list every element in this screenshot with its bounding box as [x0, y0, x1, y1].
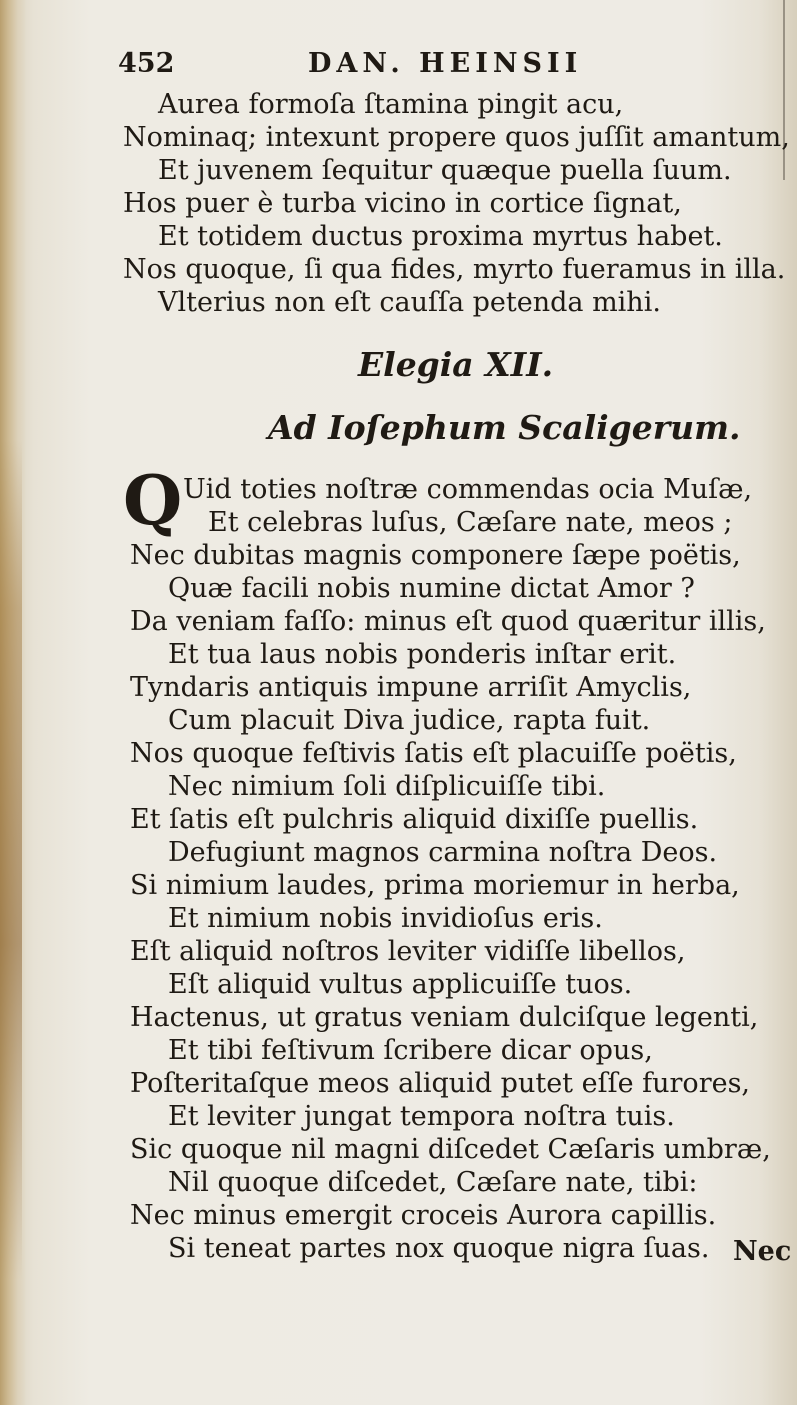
verse-line: Nec nimium ſoli diſplicuiſſe tibi. [168, 771, 606, 802]
page-stain [0, 440, 22, 1280]
catchword: Nec [733, 1236, 792, 1267]
verse-line: Nec minus emergit croceis Aurora capillis. [130, 1200, 717, 1231]
verse-line: Et tibi feſtivum ſcribere dicar opus, [168, 1035, 653, 1066]
elegy-title: Elegia XII. [358, 345, 554, 384]
verse-line: Eſt aliquid vultus applicuiſſe tuos. [168, 969, 633, 1000]
verse-line: Si teneat partes nox quoque nigra ſuas. [168, 1233, 710, 1264]
page-number: 452 [118, 48, 175, 79]
verse-line: Et tua laus nobis ponderis inſtar erit. [168, 639, 677, 670]
verse-line: Da veniam faſſo: minus eſt quod quæritur illis, [130, 606, 766, 637]
verse-line: Et ſatis eſt pulchris aliquid dixiſſe puellis. [130, 804, 699, 835]
verse-line: Sic quoque nil magni diſcedet Cæſaris umbræ, [130, 1134, 771, 1165]
verse-line: Hos puer è turba vicino in cortice ſignat, [123, 188, 682, 219]
verse-line: Et juvenem ſequitur quæque puella ſuum. [158, 155, 732, 186]
dedication-title: Ad Ioſephum Scaligerum. [268, 408, 741, 447]
verse-line: Nos quoque, ſi qua fides, myrto fueramus in illa. [123, 254, 786, 285]
verse-line: Hactenus, ut gratus veniam dulciſque legenti, [130, 1002, 759, 1033]
verse-line: Quæ facili nobis numine dictat Amor ? [168, 573, 695, 604]
drop-cap: Q [123, 461, 183, 541]
page-header [118, 48, 678, 88]
verse-line: Vlterius non eſt cauſſa petenda mihi. [158, 287, 661, 318]
verse-line: Et celebras luſus, Cæſare nate, meos ; [208, 507, 733, 538]
verse-line: Nominaq; intexunt propere quos juſſit amantum, [123, 122, 790, 153]
verse-line: Aurea formoſa ſtamina pingit acu, [158, 89, 624, 120]
verse-line: Defugiunt magnos carmina noſtra Deos. [168, 837, 718, 868]
verse-line: Et totidem ductus proxima myrtus habet. [158, 221, 723, 252]
verse-line: Et nimium nobis invidioſus eris. [168, 903, 603, 934]
verse-line: Uid toties noſtræ commendas ocia Muſæ, [183, 474, 753, 505]
verse-line: Poſteritaſque meos aliquid putet eſſe furores, [130, 1068, 751, 1099]
verse-line: Si nimium laudes, prima moriemur in herba, [130, 870, 740, 901]
verse-line: Tyndaris antiquis impune arriſit Amyclis, [130, 672, 692, 703]
verse-line: Nec dubitas magnis componere ſæpe poëtis, [130, 540, 741, 571]
verse-line: Et leviter jungat tempora noſtra tuis. [168, 1101, 675, 1132]
verse-line: Eſt aliquid noſtros leviter vidiſſe libellos, [130, 936, 686, 967]
verse-line: Nil quoque diſcedet, Cæſare nate, tibi: [168, 1167, 698, 1198]
verse-line: Nos quoque feſtivis ſatis eſt placuiſſe poëtis, [130, 738, 737, 769]
verse-line: Cum placuit Diva judice, rapta fuit. [168, 705, 651, 736]
running-head: DAN. HEINSII [308, 48, 583, 79]
